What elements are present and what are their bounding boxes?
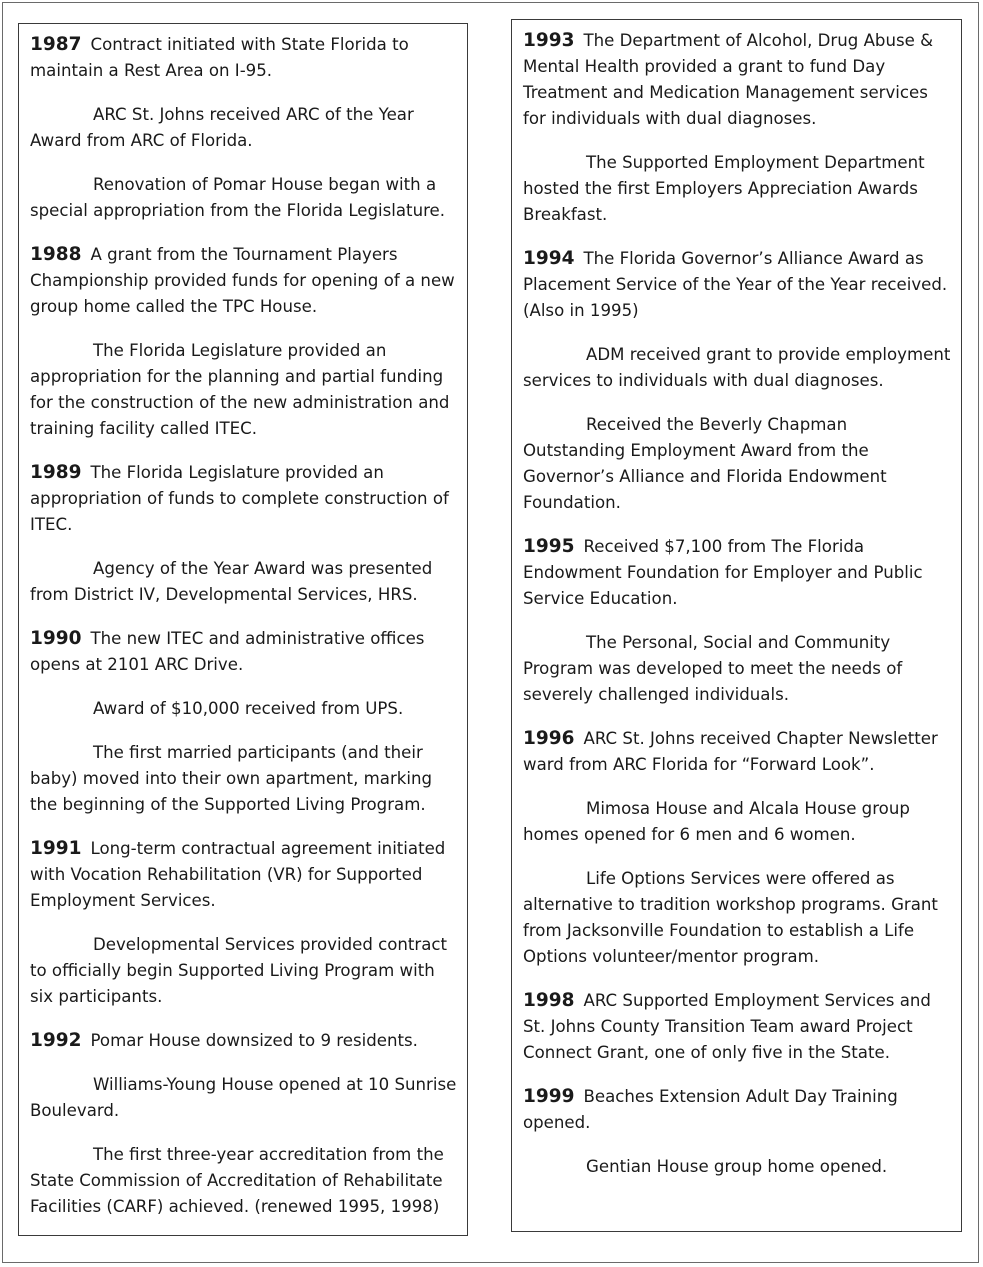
- timeline-entry-text: Life Options Services were offered as alternative to tradition workshop programs. Grant from Jacksonville Foundation to establish a Life Options volunteer/mentor program.: [523, 869, 938, 966]
- timeline-entry: [523, 1084, 951, 1136]
- timeline-entry-text: Received the Beverly Chapman Outstanding Employment Award from the Governor’s Alliance and Florida Endowment Foundation.: [523, 415, 887, 512]
- timeline-entry-text: ARC St. Johns received ARC of the Year Award from ARC of Florida.: [30, 105, 414, 150]
- timeline-entry: [30, 102, 457, 154]
- timeline-entry: [523, 534, 951, 612]
- timeline-entry: [30, 172, 457, 224]
- timeline-entry: [523, 412, 951, 516]
- timeline-column-left: [18, 23, 468, 1236]
- timeline-entry-text: Williams-Young House opened at 10 Sunrise Boulevard.: [30, 1075, 457, 1120]
- timeline-entry-text: Pomar House downsized to 9 residents.: [90, 1031, 418, 1050]
- timeline-entry: [30, 1142, 457, 1220]
- timeline-entry: [30, 1028, 457, 1054]
- timeline-year: 1996: [523, 728, 575, 749]
- timeline-entry-text: The Personal, Social and Community Program was developed to meet the needs of severely challenged individuals.: [523, 633, 903, 704]
- timeline-entry-text: Mimosa House and Alcala House group homes opened for 6 men and 6 women.: [523, 799, 910, 844]
- timeline-year: 1987: [30, 34, 82, 55]
- timeline-entry: [523, 246, 951, 324]
- timeline-entry: [30, 696, 457, 722]
- timeline-entry-text: Developmental Services provided contract to officially begin Supported Living Program with six participants.: [30, 935, 448, 1006]
- timeline-entry-text: ARC Supported Employment Services and St. Johns County Transition Team award Project Connect Grant, one of only five in the State.: [523, 991, 931, 1062]
- timeline-year: 1992: [30, 1030, 82, 1051]
- timeline-entry: [523, 726, 951, 778]
- timeline-year: 1990: [30, 628, 82, 649]
- timeline-year: 1998: [523, 990, 575, 1011]
- timeline-entry: [30, 626, 457, 678]
- timeline-entry: [30, 556, 457, 608]
- timeline-entry: [30, 460, 457, 538]
- timeline-entry: [523, 988, 951, 1066]
- timeline-entry: [30, 1072, 457, 1124]
- timeline-entry-text: The new ITEC and administrative offices opens at 2101 ARC Drive.: [30, 629, 425, 674]
- timeline-entry-text: ARC St. Johns received Chapter Newsletter ward from ARC Florida for “Forward Look”.: [523, 729, 938, 774]
- timeline-year: 1999: [523, 1086, 575, 1107]
- timeline-column-right: [511, 19, 962, 1232]
- timeline-entry: [523, 1154, 951, 1180]
- timeline-entry-text: Agency of the Year Award was presented from District IV, Developmental Services, HRS.: [30, 559, 433, 604]
- timeline-entry: [523, 28, 951, 132]
- timeline-entry: [30, 242, 457, 320]
- timeline-entry-text: Gentian House group home opened.: [586, 1157, 888, 1176]
- timeline-entry-text: The Florida Governor’s Alliance Award as Placement Service of the Year of the Year received. (Also in 1995): [523, 249, 948, 320]
- timeline-entry-text: The Florida Legislature provided an appropriation for the planning and partial funding for the construction of the new administration and training facility called ITEC.: [30, 341, 450, 438]
- timeline-entry-text: The Department of Alcohol, Drug Abuse & Mental Health provided a grant to fund Day Treatment and Medication Management services for individuals with dual diagnoses.: [523, 31, 934, 128]
- timeline-year: 1989: [30, 462, 82, 483]
- timeline-entry: [523, 342, 951, 394]
- timeline-year: 1995: [523, 536, 575, 557]
- timeline-entry-text: Received $7,100 from The Florida Endowment Foundation for Employer and Public Service Education.: [523, 537, 923, 608]
- timeline-entry: [30, 836, 457, 914]
- timeline-year: 1988: [30, 244, 82, 265]
- timeline-entry: [523, 796, 951, 848]
- timeline-year: 1991: [30, 838, 82, 859]
- timeline-entry-text: The first married participants (and their baby) moved into their own apartment, marking the beginning of the Supported Living Program.: [30, 743, 433, 814]
- timeline-entry-text: Beaches Extension Adult Day Training opened.: [523, 1087, 898, 1132]
- timeline-entry-text: Award of $10,000 received from UPS.: [93, 699, 404, 718]
- timeline-entry: [523, 630, 951, 708]
- timeline-entry: [30, 32, 457, 84]
- timeline-entry-text: ADM received grant to provide employment services to individuals with dual diagnoses.: [523, 345, 951, 390]
- timeline-entry: [523, 150, 951, 228]
- timeline-year: 1994: [523, 248, 575, 269]
- timeline-entry-text: Long-term contractual agreement initiated with Vocation Rehabilitation (VR) for Supported Employment Services.: [30, 839, 446, 910]
- timeline-year: 1993: [523, 30, 575, 51]
- timeline-entry-text: The Supported Employment Department hosted the first Employers Appreciation Awards Breakfast.: [523, 153, 925, 224]
- timeline-entry-text: Renovation of Pomar House began with a special appropriation from the Florida Legislature.: [30, 175, 446, 220]
- timeline-entry: [30, 932, 457, 1010]
- timeline-entry: [523, 866, 951, 970]
- timeline-entry: [30, 740, 457, 818]
- timeline-entry-text: The Florida Legislature provided an appropriation of funds to complete construction of ITEC.: [30, 463, 449, 534]
- timeline-entry-text: The first three-year accreditation from the State Commission of Accreditation of Rehabilitate Facilities (CARF) achieved. (renewed 1995, 1998): [30, 1145, 444, 1216]
- timeline-entry: [30, 338, 457, 442]
- timeline-entry-text: A grant from the Tournament Players Championship provided funds for opening of a new group home called the TPC House.: [30, 245, 455, 316]
- timeline-entry-text: Contract initiated with State Florida to maintain a Rest Area on I-95.: [30, 35, 409, 80]
